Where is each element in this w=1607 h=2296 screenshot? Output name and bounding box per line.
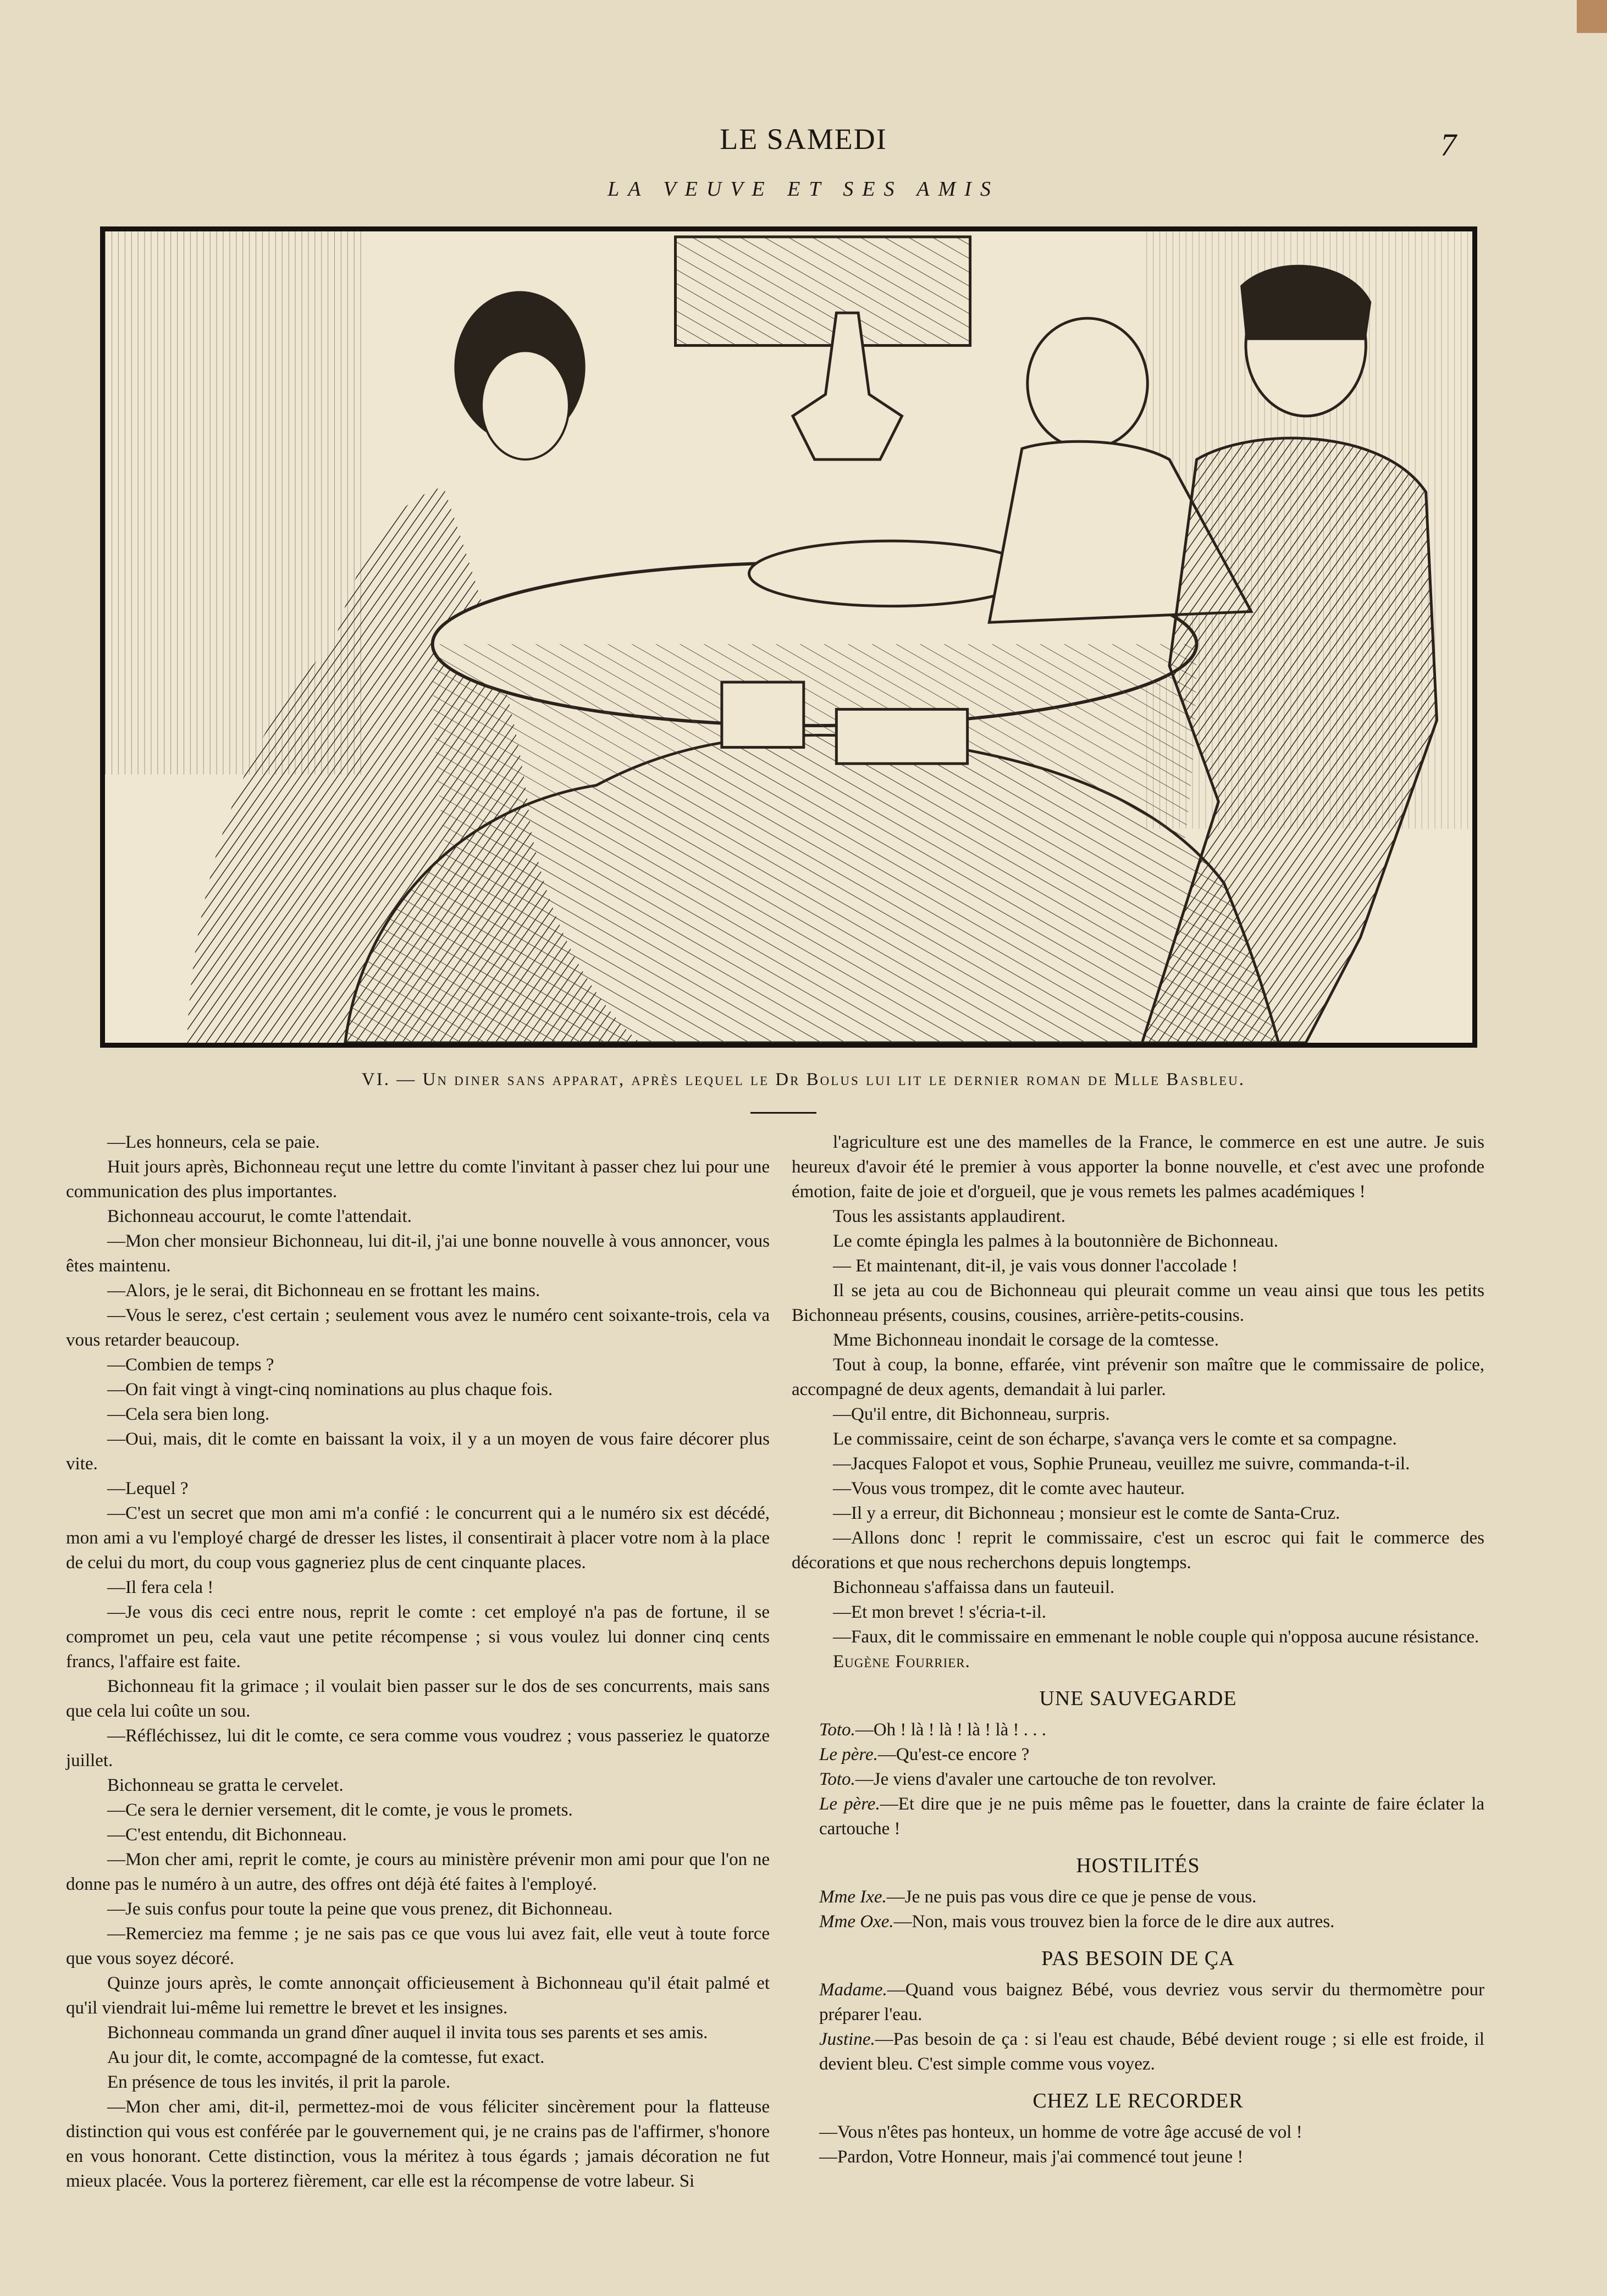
dialogue-line	[792, 1742, 1484, 1767]
story-paragraph: —Combien de temps ?	[107, 1355, 274, 1375]
dinner-scene-drawing	[105, 231, 1472, 1043]
dialogue-text: —Qu'est-ce encore ?	[877, 1745, 1030, 1764]
story-paragraph: Tous les assistants applaudirent.	[833, 1207, 1065, 1226]
story-paragraph: —On fait vingt à vingt-cinq nominations au plus chaque fois.	[107, 1380, 553, 1399]
story-paragraph: —Mon cher ami, dit-il, permettez-moi de vous féliciter sincèrement pour la flatteuse distinction qui vous est conférée par le gouvernement qui, je ne crains pas de l'affirmer, s'honore en vous honorant. Cette distinction, vous la méritez à tous égards ; jamais décoration ne fut mieux placée. Vous la porterez fièrement, car elle est la récompense de votre labeur. Si	[66, 2097, 770, 2191]
dialogue-line	[792, 1885, 1484, 1910]
story-paragraph: —Oui, mais, dit le comte en baissant la voix, il y a un moyen de vous faire décorer plus vite.	[66, 1429, 770, 1474]
anecdote-title: PAS BESOIN DE ÇA	[1041, 1947, 1235, 1970]
story-paragraph: En présence de tous les invités, il prit la parole.	[107, 2072, 451, 2092]
story-paragraph: —Je suis confus pour toute la peine que vous prenez, dit Bichonneau.	[107, 1899, 613, 1919]
story-paragraph: —Il y a erreur, dit Bichonneau ; monsieur est le comte de Santa-Cruz.	[833, 1503, 1340, 1523]
story-paragraph: —Lequel ?	[107, 1479, 189, 1498]
story-paragraph: Au jour dit, le comte, accompagné de la comtesse, fut exact.	[107, 2048, 545, 2067]
page-corner-stain	[1577, 0, 1607, 33]
speaker-name: Mme Ixe.	[819, 1887, 887, 1907]
story-paragraph: —Il fera cela !	[107, 1578, 214, 1597]
story-paragraph: —Vous vous trompez, dit le comte avec hauteur.	[833, 1479, 1185, 1498]
story-paragraph: Huit jours après, Bichonneau reçut une lettre du comte l'invitant à passer chez lui pour une communication des plus importantes.	[66, 1157, 770, 1202]
story-paragraph: Bichonneau s'affaissa dans un fauteuil.	[833, 1578, 1115, 1597]
story-paragraph: —Mon cher monsieur Bichonneau, lui dit-il, j'ai une bonne nouvelle à vous annoncer, vous êtes maintenu.	[66, 1231, 770, 1276]
dialogue-text: —Pardon, Votre Honneur, mais j'ai commencé tout jeune !	[819, 2147, 1244, 2167]
speaker-name: Toto.	[819, 1720, 855, 1740]
story-paragraph: Tout à coup, la bonne, effarée, vint prévenir son maître que le commissaire de police, accompagné de deux agents, demandait à lui parler.	[792, 1355, 1484, 1399]
story-paragraph: —Vous le serez, c'est certain ; seulement vous avez le numéro cent soixante-trois, cela va vous retarder beaucoup.	[66, 1305, 770, 1350]
anecdote	[792, 2089, 1484, 2170]
author-signature: Eugène Fourrier.	[833, 1652, 970, 1672]
page-number: 7	[1440, 127, 1456, 163]
anecdotes	[792, 1686, 1484, 2170]
story-paragraph: —Je vous dis ceci entre nous, reprit le comte : cet employé n'a pas de fortune, il se compromet un peu, cela vaut une petite récompense ; si vous voulez lui donner cinq cents francs, l'affaire est faite.	[66, 1602, 770, 1672]
story-paragraph: Le comte épingla les palmes à la boutonnière de Bichonneau.	[833, 1231, 1279, 1251]
story-paragraph: —Ce sera le dernier versement, dit le comte, je vous le promets.	[107, 1800, 573, 1820]
speaker-name: Le père.	[819, 1745, 878, 1764]
dialogue-line	[792, 1767, 1484, 1792]
speaker-name: Madame.	[819, 1980, 887, 2000]
engraving-illustration	[100, 226, 1477, 1048]
right-column	[792, 1130, 1484, 2170]
story-paragraph: Le commissaire, ceint de son écharpe, s'avança vers le comte et sa compagne.	[833, 1429, 1397, 1449]
anecdote-title: CHEZ LE RECORDER	[1032, 2089, 1244, 2112]
caption-divider	[750, 1112, 816, 1114]
story-paragraph: —Alors, je le serai, dit Bichonneau en se frottant les mains.	[107, 1281, 540, 1301]
anecdote-title: HOSTILITÉS	[1076, 1854, 1200, 1877]
story-paragraph: Quinze jours après, le comte annonçait officieusement à Bichonneau qu'il était palmé et qu'il viendrait lui-même lui remettre le brevet et les insignes.	[66, 1973, 770, 2018]
story-paragraph: —Les honneurs, cela se paie.	[107, 1132, 320, 1152]
dialogue-line	[792, 1792, 1484, 1841]
illustration-caption: VI. — Un diner sans apparat, après lequel le Dr Bolus lui lit le dernier roman de Mlle Basbleu.	[361, 1070, 1246, 1089]
story-paragraph: —Et mon brevet ! s'écria-t-il.	[833, 1602, 1047, 1622]
dialogue-line	[792, 1978, 1484, 2027]
story-paragraph: Bichonneau fit la grimace ; il voulait bien passer sur le dos de ses concurrents, mais sans que cela lui coûte un sou.	[66, 1677, 770, 1721]
dialogue-text: —Je viens d'avaler une cartouche de ton revolver.	[855, 1769, 1217, 1789]
dialogue-text: —Quand vous baignez Bébé, vous devriez vous servir du thermomètre pour préparer l'eau.	[819, 1980, 1484, 2024]
anecdote	[792, 1854, 1484, 1934]
story-ending	[792, 1130, 1484, 1650]
story-paragraph: —Remerciez ma femme ; je ne sais pas ce que vous lui avez fait, elle veut à toute force que vous soyez décoré.	[66, 1924, 770, 1968]
dialogue-line	[792, 2145, 1484, 2170]
anecdote	[792, 1686, 1484, 1841]
speaker-name: Le père.	[819, 1794, 880, 1814]
dialogue-text: —Non, mais vous trouvez bien la force de le dire aux autres.	[893, 1912, 1335, 1932]
dialogue-text: —Et dire que je ne puis même pas le fouetter, dans la crainte de faire éclater la cartouche !	[819, 1794, 1484, 1839]
story-paragraph: —Réfléchissez, lui dit le comte, ce sera comme vous voudrez ; vous passeriez le quatorze juillet.	[66, 1726, 770, 1771]
story-paragraph: Bichonneau commanda un grand dîner auquel il invita tous ses parents et ses amis.	[107, 2023, 708, 2043]
story-paragraph: Il se jeta au cou de Bichonneau qui pleurait comme un veau ainsi que tous les petits Bichonneau présents, cousins, cousines, arrière-petits-cousins.	[792, 1281, 1484, 1325]
anecdote	[792, 1946, 1484, 2077]
dialogue-text: —Pas besoin de ça : si l'eau est chaude, Bébé devient rouge ; si elle est froide, il devient bleu. C'est simple comme vous voyez.	[819, 2029, 1484, 2074]
story-paragraph: —Qu'il entre, dit Bichonneau, surpris.	[833, 1404, 1110, 1424]
speaker-name: Mme Oxe.	[819, 1912, 894, 1932]
story-paragraph: —Mon cher ami, reprit le comte, je cours au ministère prévenir mon ami pour que l'on ne donne pas le numéro à un autre, des offres ont déjà été faites à l'employé.	[66, 1850, 770, 1894]
speaker-name: Toto.	[819, 1769, 855, 1789]
story-paragraph: —Jacques Falopot et vous, Sophie Pruneau, veuillez me suivre, commanda-t-il.	[833, 1454, 1410, 1474]
dialogue-line	[792, 1910, 1484, 1934]
dialogue-text: —Oh ! là ! là ! là ! là ! . . .	[855, 1720, 1047, 1740]
story-paragraph: Bichonneau se gratta le cervelet.	[107, 1775, 344, 1795]
dialogue-line	[792, 1718, 1484, 1742]
dialogue-text: —Vous n'êtes pas honteux, un homme de votre âge accusé de vol !	[819, 2122, 1302, 2142]
speaker-name: Justine.	[819, 2029, 875, 2049]
story-paragraph: Bichonneau accourut, le comte l'attendait.	[107, 1207, 412, 1226]
dialogue-line	[792, 2120, 1484, 2145]
story-paragraph: — Et maintenant, dit-il, je vais vous donner l'accolade !	[833, 1256, 1238, 1276]
story-paragraph: —Faux, dit le commissaire en emmenant le noble couple qui n'opposa aucune résistance.	[833, 1627, 1479, 1647]
dialogue-line	[792, 2027, 1484, 2077]
article-title: LA VEUVE ET SES AMIS	[608, 178, 999, 201]
dialogue-text: —Je ne puis pas vous dire ce que je pense de vous.	[886, 1887, 1257, 1907]
story-paragraph: —Allons donc ! reprit le commissaire, c'est un escroc qui fait le commerce des décorations et que nous recherchons depuis longtemps.	[792, 1528, 1484, 1573]
anecdote-title: UNE SAUVEGARDE	[1039, 1687, 1237, 1710]
story-paragraph: —C'est un secret que mon ami m'a confié : le concurrent qui a le numéro six est décédé, mon ami a vu l'employé chargé de dresser les listes, il consentirait à placer votre nom à la place de celui du mort, du coup vous gagneriez plus de cent cinquante places.	[66, 1503, 770, 1573]
story-paragraph: —Cela sera bien long.	[107, 1404, 270, 1424]
story-paragraph: Mme Bichonneau inondait le corsage de la comtesse.	[833, 1330, 1219, 1350]
story-paragraph: l'agriculture est une des mamelles de la France, le commerce en est une autre. Je suis heureux d'avoir été le premier à vous apporter la bonne nouvelle, et c'est avec une profonde émotion, faite de joie et d'orgueil, que je vous remets les palmes académiques !	[792, 1132, 1484, 1202]
running-title: LE SAMEDI	[720, 123, 887, 156]
left-column	[66, 1130, 770, 2194]
story-paragraph: —C'est entendu, dit Bichonneau.	[107, 1825, 347, 1845]
